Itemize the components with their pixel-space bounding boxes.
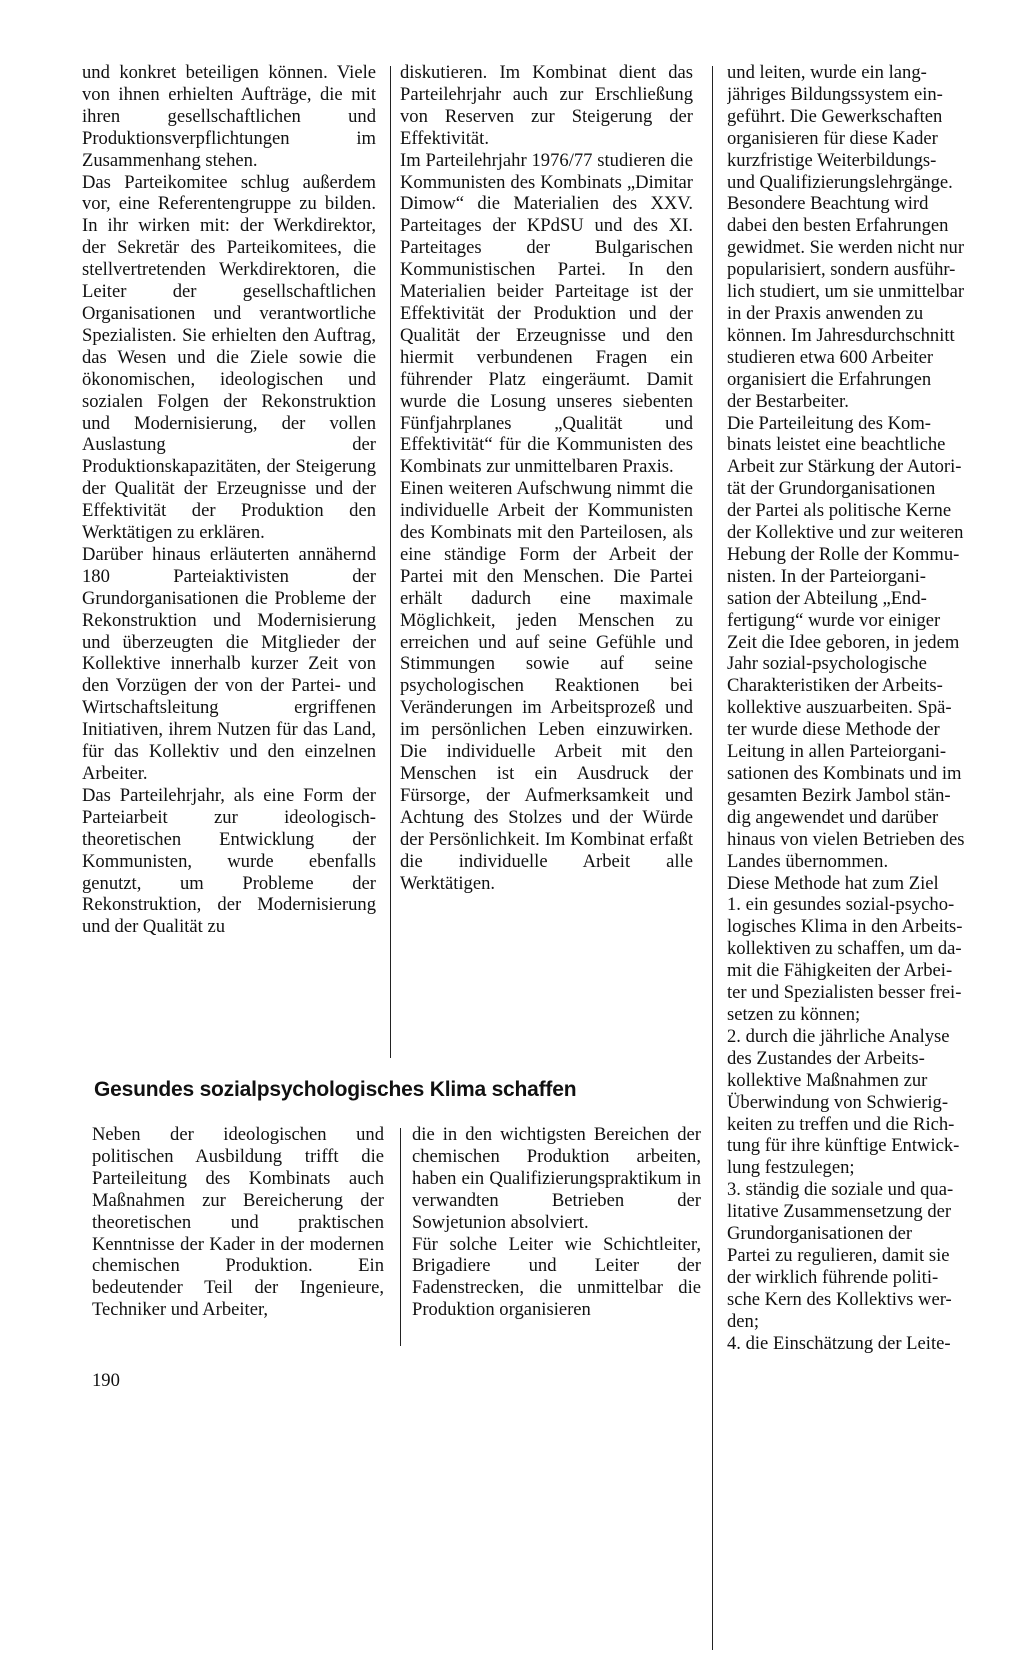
text-line: litative Zusammensetzung der	[727, 1201, 952, 1223]
text-column-4	[92, 1124, 384, 1321]
text-line: binats leistet eine beachtliche	[727, 434, 946, 456]
text-line: logisches Klima in den Arbeits-	[727, 916, 963, 938]
column-divider	[400, 1128, 401, 1346]
paragraph: die in den wichtigsten Bereichen der chemischen Produktion arbeiten, haben ein Qualifizierungspraktikum in verwandten Betrieben der Sowjetunion absolviert.	[412, 1124, 701, 1233]
text-line: der wirklich führende politi-	[727, 1266, 939, 1288]
paragraph: Das Parteikomitee schlug außerdem vor, eine Referentengruppe zu bilden. In ihr wirken mit: der Werkdirektor, der Sekretär des Parteikomitees, die stellvertretenden Werkdirektoren, die Leiter der gesellschaftlichen Organisationen und verantwortliche Spezialisten. Sie erhielten den Auftrag, das Wesen und die Ziele sowie die ökonomischen, ideologischen und sozialen Folgen der Rekonstruktion und Modernisierung, der vollen Auslastung der Produktionskapazitäten, der Steigerung der Qualität der Erzeugnisse und der Effektivität der Produktion den Werktätigen zu erklären.	[82, 171, 376, 544]
text-line: Grundorganisationen der	[727, 1223, 913, 1245]
text-line: Besondere Beachtung wird	[727, 193, 929, 215]
text-line: gesamten Bezirk Jambol stän-	[727, 784, 951, 806]
text-column-5	[412, 1124, 701, 1321]
text-line: gewidmet. Sie werden nicht nur	[727, 237, 965, 259]
text-line: und Qualifizierungslehrgänge.	[727, 171, 953, 193]
text-line: Hebung der Rolle der Kommu-	[727, 543, 960, 565]
paragraph: Einen weiteren Aufschwung nimmt die individuelle Arbeit der Kommunisten des Kombinats mit den Parteilosen, als eine ständige Form der Arbeit der Partei mit den Menschen. Die Partei erhält dadurch eine maximale Möglichkeit, jeden Menschen zu erreichen und auf seine Gefühle und Stimmungen sowie auf seine psychologischen Reaktionen bei Veränderungen im Arbeitsprozeß und im persönlichen Leben einzuwirken. Die individuelle Arbeit mit den Menschen ist ein Ausdruck der Fürsorge, der Aufmerksamkeit und Achtung des Stolzes und der Würde der Persönlichkeit. Im Kombinat erfaßt die individuelle Arbeit alle Werktätigen.	[400, 478, 693, 894]
text-line: können. Im Jahresdurchschnitt	[727, 324, 955, 346]
text-line: sche Kern des Kollektivs wer-	[727, 1288, 952, 1310]
paragraph: Das Parteilehrjahr, als eine Form der Parteiarbeit zur ideologisch-theoretischen Entwicklung der Kommunisten, wurde ebenfalls genutzt, um Probleme der Rekonstruktion, der Modernisierung und der Qualität zu	[82, 784, 376, 938]
text-line: Landes übernommen.	[727, 850, 889, 872]
text-line: tung für ihre künftige Entwick-	[727, 1135, 960, 1157]
text-line: dig angewendet und darüber	[727, 806, 939, 828]
text-line: tät der Grundorganisationen	[727, 478, 936, 500]
text-line: kollektive auszuarbeiten. Spä-	[727, 697, 952, 719]
text-line: ter wurde diese Methode der	[727, 719, 940, 741]
text-column-2	[400, 62, 693, 894]
text-line: organisiert die Erfahrungen	[727, 368, 932, 390]
text-line: jähriges Bildungssystem ein-	[727, 83, 943, 105]
text-line: 4. die Einschätzung der Leite-	[727, 1332, 951, 1354]
text-line: lich studiert, um sie unmittelbar	[727, 281, 965, 303]
text-line: kollektive Maßnahmen zur	[727, 1069, 928, 1091]
text-line: ter und Spezialisten besser frei-	[727, 982, 962, 1004]
text-line: Diese Methode hat zum Ziel	[727, 872, 939, 894]
text-line: Charakteristiken der Arbeits-	[727, 675, 943, 697]
section-heading: Gesundes sozialpsychologisches Klima schaffen	[94, 1078, 577, 1101]
text-line: Arbeit zur Stärkung der Autori-	[727, 456, 962, 478]
text-line: hinaus von vielen Betrieben des	[727, 828, 965, 850]
text-line: in der Praxis anwenden zu	[727, 302, 924, 324]
text-line: fertigung“ wurde vor einiger	[727, 609, 941, 631]
paragraph: Im Parteilehrjahr 1976/77 studieren die Kommunisten des Kombinats „Dimitar Dimow“ die Materialien des XXV. Parteitages der KPdSU und des XI. Parteitages der Bulgarischen Kommunistischen Partei. In den Materialien beider Parteitage ist der Effektivität der Produktion und der Qualität der Erzeugnisse und den hiermit verbundenen Fragen ein führender Platz eingeräumt. Damit wurde die Losung unseres siebenten Fünfjahrplanes „Qualität und Effektivität“ für die Kommunisten des Kombinats zur unmittelbaren Praxis.	[400, 149, 693, 478]
text-line: organisieren für diese Kader	[727, 127, 938, 149]
text-line: Überwindung von Schwierig-	[727, 1091, 949, 1113]
text-line: den;	[727, 1310, 760, 1332]
text-line: Jahr sozial-psychologische	[727, 653, 927, 675]
page-number: 190	[92, 1370, 120, 1391]
text-line: des Zustandes der Arbeits-	[727, 1047, 925, 1069]
text-line: dabei den besten Erfahrungen	[727, 215, 949, 237]
column-divider	[390, 66, 391, 1058]
text-line: und leiten, wurde ein lang-	[727, 62, 927, 83]
text-line: Die Parteileitung des Kom-	[727, 412, 931, 434]
text-line: lung festzulegen;	[727, 1157, 855, 1179]
paragraph: Für solche Leiter wie Schichtleiter, Brigadiere und Leiter der Fadenstrecken, die unmittelbar die Produktion organisieren	[412, 1233, 701, 1321]
paragraph: Neben der ideologischen und politischen Ausbildung trifft die Parteileitung des Kombinats auch Maßnahmen zur Bereicherung der theoretischen und praktischen Kenntnisse der Kader in der modernen chemischen Produktion. Ein bedeutender Teil der Ingenieure, Techniker und Arbeiter,	[92, 1124, 384, 1321]
text-line: popularisiert, sondern ausführ-	[727, 259, 956, 281]
text-line: setzen zu können;	[727, 1003, 861, 1025]
text-line: Leitung in allen Parteiorgani-	[727, 741, 947, 763]
text-line: Partei zu regulieren, damit sie	[727, 1244, 950, 1266]
paragraph: und konkret beteiligen können. Viele von ihnen erhielten Aufträge, die mit ihren gesellschaftlichen und Produktionsverpflichtungen im Zusammenhang stehen.	[82, 62, 376, 171]
text-line: der Partei als politische Kerne	[727, 500, 952, 522]
text-line: kurzfristige Weiterbildungs-	[727, 149, 937, 171]
paragraph: diskutieren. Im Kombinat dient das Parteilehrjahr auch zur Erschließung von Reserven zur Steigerung der Effektivität.	[400, 62, 693, 149]
text-line: der Bestarbeiter.	[727, 390, 849, 412]
text-line: 3. ständig die soziale und qua-	[727, 1179, 954, 1201]
text-line: geführt. Die Gewerkschaften	[727, 105, 943, 127]
column-divider	[712, 66, 713, 1650]
text-line: studieren etwa 600 Arbeiter	[727, 346, 934, 368]
text-line: sation der Abteilung „End-	[727, 587, 927, 609]
text-line: der Kollektive und zur weiteren	[727, 522, 964, 544]
text-line: nisten. In der Parteiorgani-	[727, 565, 926, 587]
text-line: 2. durch die jährliche Analyse	[727, 1025, 950, 1047]
text-column-1	[82, 62, 376, 938]
text-line: keiten zu treffen und die Rich-	[727, 1113, 955, 1135]
text-line: mit die Fähigkeiten der Arbei-	[727, 960, 953, 982]
text-line: 1. ein gesundes sozial-psycho-	[727, 894, 955, 916]
text-line: sationen des Kombinats und im	[727, 763, 962, 784]
paragraph: Darüber hinaus erläuterten annähernd 180 Parteiaktivisten der Grundorganisationen die Probleme der Rekonstruktion und Modernisierung und überzeugten die Mitglieder der Kollektive innerhalb kurzer Zeit von den Vorzügen der von der Partei- und Wirtschaftsleitung ergriffenen Initiativen, ihrem Nutzen für das Land, für das Kollektiv und den einzelnen Arbeiter.	[82, 543, 376, 784]
text-line: kollektiven zu schaffen, um da-	[727, 938, 962, 960]
text-line: Zeit die Idee geboren, in jedem	[727, 631, 960, 653]
text-column-3	[727, 62, 1014, 1662]
